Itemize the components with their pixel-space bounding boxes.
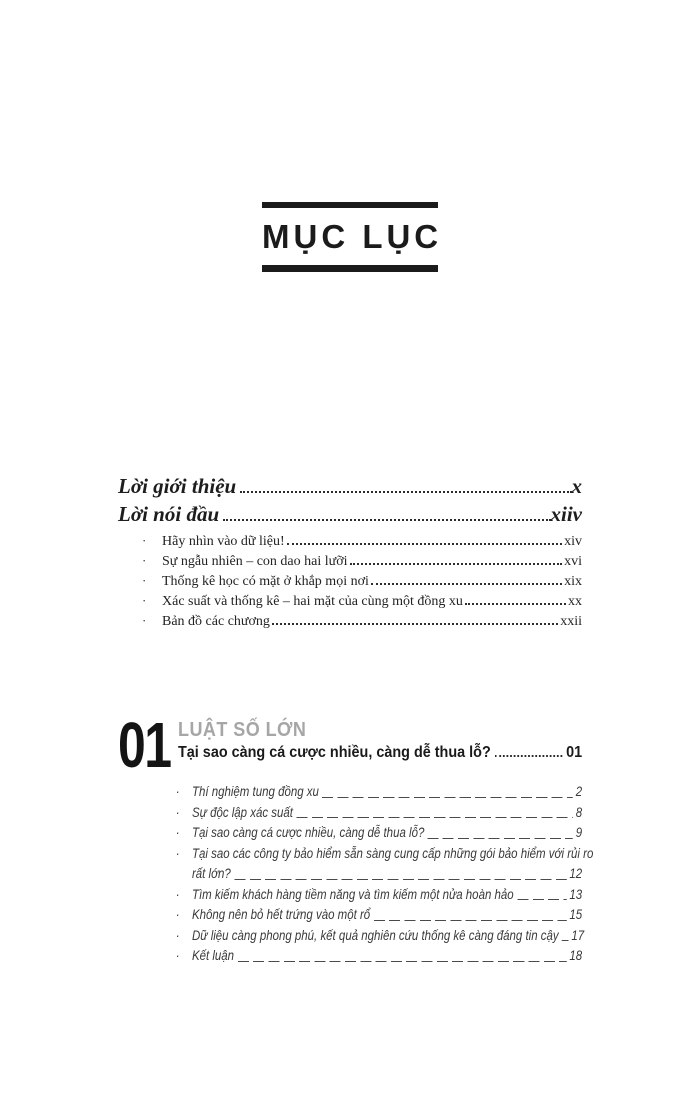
entry-label: Lời nói đầu: [118, 502, 220, 526]
page-number: 13: [569, 886, 583, 902]
page-number: 17: [571, 927, 585, 943]
toc-item: [118, 573, 582, 593]
dash-leader: [562, 940, 569, 941]
page-number: 12: [569, 866, 583, 881]
chapter-header: [118, 709, 583, 781]
page-number: 01: [566, 744, 583, 761]
item-label: Bản đồ các chương: [162, 614, 270, 629]
bullet-icon: [142, 613, 162, 629]
toc-item: [118, 613, 582, 633]
bullet-icon: [176, 782, 192, 803]
toc-item: [118, 553, 582, 573]
item-label: Sự ngẫu nhiên – con dao hai lưỡi: [162, 554, 348, 569]
item-label: Thống kê học có mặt ở khắp mọi nơi: [162, 574, 369, 589]
dash-leader: [322, 797, 573, 798]
bullet-icon: [142, 553, 162, 569]
toc-item: [118, 782, 582, 803]
bullet-icon: [142, 533, 162, 549]
toc-item: [118, 864, 582, 885]
chapter-items: [118, 782, 594, 967]
item-label: Sự độc lập xác suất: [191, 804, 293, 820]
toc-item: [118, 823, 582, 844]
chapter-header-text: [178, 717, 582, 764]
front-matter-entry: [118, 474, 582, 502]
toc-item: [118, 885, 582, 906]
toc-item: [118, 593, 582, 613]
front-matter-items: [118, 533, 582, 633]
bullet-icon: [176, 926, 192, 947]
dot-leader: [240, 491, 571, 493]
front-matter-entries: [118, 474, 582, 530]
dot-leader: [223, 519, 550, 521]
dash-leader: [234, 879, 567, 880]
bullet-icon: [176, 885, 192, 906]
item-label: Thí nghiệm tung đồng xu: [191, 784, 319, 799]
front-matter-entry: [118, 502, 582, 530]
page-number: 15: [569, 907, 583, 922]
page-number: 8: [575, 804, 583, 820]
item-label: Tại sao các công ty bảo hiểm sẵn sàng cung cấp những gói bảo hiểm với rủi ro: [191, 845, 594, 861]
item-label: Dữ liệu càng phong phú, kết quả nghiên cứu thống kê càng đáng tin cậy: [191, 927, 559, 943]
page-number: x: [571, 474, 582, 498]
bullet-icon: [142, 573, 162, 589]
page-number: xx: [568, 594, 582, 609]
page-number: 9: [575, 825, 583, 840]
item-label: Tại sao càng cá cược nhiều, càng dễ thua lỗ?: [191, 825, 425, 840]
page-number: xix: [564, 574, 582, 589]
bullet-icon: [176, 803, 192, 824]
page-number: xxii: [560, 614, 582, 629]
page-title: MỤC LỤC: [262, 218, 443, 255]
page-number: xiv: [564, 534, 582, 549]
dash-leader: [428, 838, 573, 839]
chapter-title-row: [178, 741, 582, 764]
bullet-icon: [176, 823, 192, 844]
entry-label: Lời giới thiệu: [118, 474, 237, 498]
page-number: 2: [575, 784, 583, 799]
chapter-title: Tại sao càng cá cược nhiều, càng dễ thua lỗ?: [178, 744, 491, 761]
item-label: Không nên bỏ hết trứng vào một rổ: [191, 907, 371, 922]
dot-leader: [371, 583, 562, 585]
front-matter-section: [118, 474, 582, 633]
chapter-kicker: LUẬT SỐ LỚN: [178, 719, 307, 741]
dash-leader: [517, 899, 567, 900]
toc-title-block: [262, 202, 443, 272]
dot-leader: [350, 563, 563, 565]
item-label: Xác suất và thống kê – hai mặt của cùng một đồng xu: [162, 594, 463, 609]
title-rule-bottom: [262, 265, 438, 272]
dash-leader: [296, 817, 573, 818]
bullet-icon: [176, 905, 192, 926]
page-number: xvi: [564, 554, 582, 569]
chapter-section: [118, 709, 700, 967]
item-label: Tìm kiếm khách hàng tiềm năng và tìm kiếm một nửa hoàn hảo: [191, 886, 514, 902]
dash-leader: [237, 961, 566, 962]
toc-item: [118, 844, 594, 865]
toc-item: [118, 533, 582, 553]
toc-item: [118, 946, 582, 967]
toc-item: [118, 803, 582, 824]
bullet-icon: [176, 844, 192, 865]
dot-leader: [287, 543, 562, 545]
item-label: rất lớn?: [191, 866, 231, 881]
dot-leader: [495, 755, 562, 757]
bullet-icon: [142, 593, 162, 609]
chapter-number: 01: [118, 709, 171, 781]
page-number: xiiv: [550, 502, 582, 526]
dash-leader: [374, 920, 567, 921]
dot-leader: [465, 603, 566, 605]
item-label: Hãy nhìn vào dữ liệu!: [162, 534, 285, 549]
bullet-icon: [176, 946, 192, 967]
toc-item: [118, 905, 582, 926]
toc-item: [118, 926, 585, 947]
item-label: Kết luận: [191, 948, 235, 963]
page-number: 18: [569, 948, 583, 963]
dot-leader: [272, 623, 558, 625]
title-rule-top: [262, 202, 438, 208]
